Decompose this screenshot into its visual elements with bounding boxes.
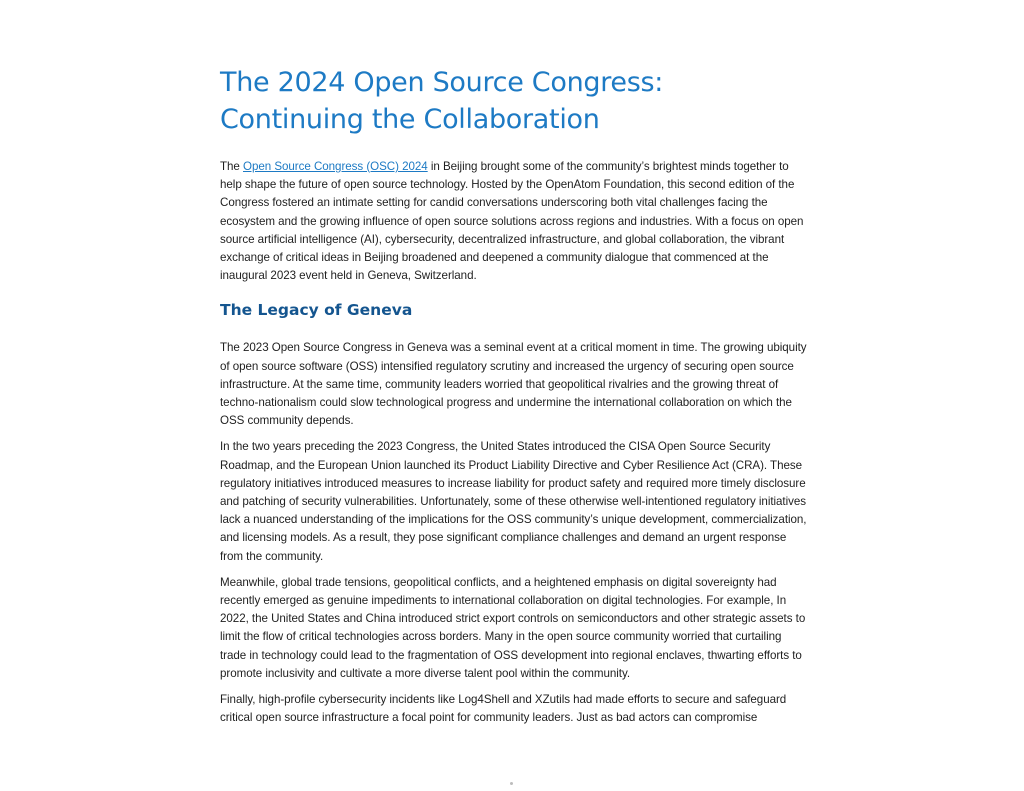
intro-text-after-link: in Beijing brought some of the community’s brightest minds together to help shape the future of open source technology. Hosted by the OpenAtom Foundation, this second edition of the Congress fostered an intimate setting for candid conversations underscoring both vital challenges facing the ecosystem and the growing influence of open source solutions across regions and industries. With a focus on open source artificial intelligence (AI), cybersecurity, decentralized infrastructure, and global collaboration, the vibrant exchange of critical ideas in Beijing broadened and deepened a community dialogue that commenced at the inaugural 2023 event held in Geneva, Switzerland.: [220, 160, 804, 283]
body-paragraph-1: The 2023 Open Source Congress in Geneva was a seminal event at a critical moment in time. The growing ubiquity of open source software (OSS) intensified regulatory scrutiny and increased the urgency of securing open source infrastructure. At the same time, community leaders worried that geopolitical rivalries and the growing threat of techno-nationalism could slow technological progress and undermine the international collaboration on which the OSS community depends.: [220, 341, 807, 428]
section-heading: The Legacy of Geneva: [220, 301, 413, 320]
document-page: [220, 64, 810, 735]
page-footer-dot: [510, 782, 513, 785]
page-title: [220, 64, 810, 138]
body-paragraph-4: Finally, high-profile cybersecurity incidents like Log4Shell and XZutils had made efforts to secure and safeguard critical open source infrastructure a focal point for community leaders. Just as bad actors can compromise: [220, 693, 787, 725]
body-paragraph-2: In the two years preceding the 2023 Congress, the United States introduced the CISA Open Source Security Roadmap, and the European Union launched its Product Liability Directive and Cyber Resilience Act (CRA). These regulatory initiatives introduced measures to increase liability for product safety and required more timely disclosure and patching of security vulnerabilities. Unfortunately, some of these otherwise well-intentioned regulatory initiatives lack a nuanced understanding of the implications for the OSS community’s unique development, commercialization, and licensing models. As a result, they pose significant compliance challenges and demand an urgent response from the community.: [220, 440, 807, 563]
intro-paragraph: [220, 158, 810, 285]
intro-text-before-link: The: [220, 160, 243, 173]
osc-2024-link[interactable]: Open Source Congress (OSC) 2024: [243, 160, 428, 173]
body-paragraph-3: Meanwhile, global trade tensions, geopolitical conflicts, and a heightened emphasis on digital sovereignty had recently emerged as genuine impediments to international collaboration on digital technologies. For example, In 2022, the United States and China introduced strict export controls on semiconductors and other strategic assets to limit the flow of critical technologies across borders. Many in the open source community worried that curtailing trade in technology could lead to the fragmentation of OSS development into regional enclaves, thwarting efforts to promote inclusivity and cultivate a more diverse talent pool within the community.: [220, 575, 806, 680]
page-title-line-2: Continuing the Collaboration: [220, 104, 600, 135]
page-title-line-1: The 2024 Open Source Congress:: [220, 67, 664, 98]
